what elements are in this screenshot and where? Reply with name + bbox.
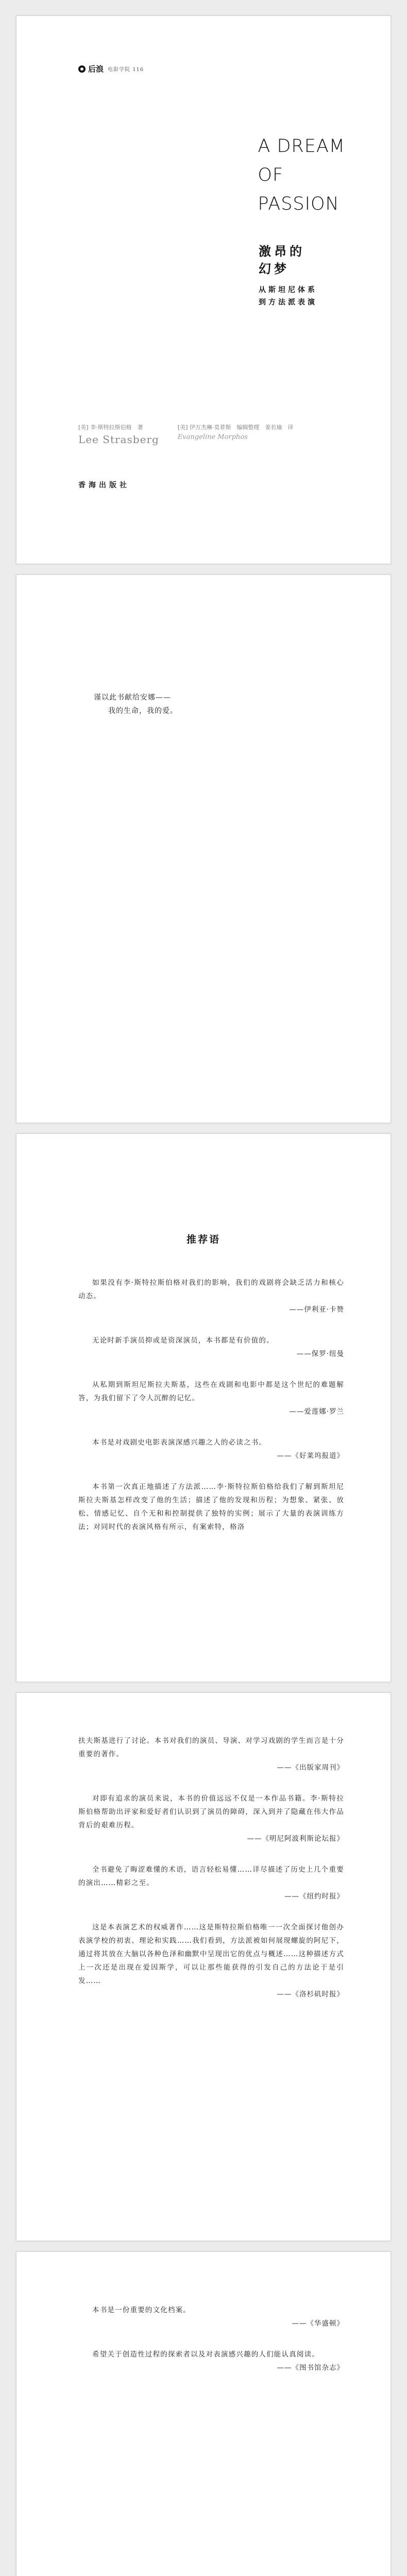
author-block — [78, 423, 293, 446]
quote-text: 对即有追求的演员来说，本书的价值远远不仅是一本作品书籍。李·斯特拉斯伯格帮助出评家和爱好者们认识到了演员的障碍，深入到并了隐藏在伟大作品背后的艰难历程。 — [78, 1794, 344, 1829]
quote-source: ——《出版家周刊》 — [277, 1764, 344, 1772]
quote-source: ——《明尼阿波利斯论坛报》 — [247, 1835, 344, 1843]
quote-source: ——《好莱坞报道》 — [277, 1452, 344, 1460]
logo-text: 后浪 — [88, 64, 104, 74]
quote-source: ——《图书馆杂志》 — [277, 2364, 344, 2372]
quote-text: 扶夫斯基进行了讨论。本书对我们的演员、导演、对学习戏剧的学生而言是十分重要的著作。 — [78, 1737, 344, 1758]
quote-text: 从私期到斯坦尼斯拉夫斯基，这些在戏剧和电影中都是这个世纪的难题解答，为我们留下了令人沉醉的记忆。 — [78, 1381, 344, 1402]
quote-text: 如果没有李·斯特拉斯伯格对我们的影响，我们的戏剧将会缺乏活力和核心动态。 — [78, 1279, 344, 1300]
cover-page — [16, 15, 391, 564]
quote-text: 本书是一份重要的文化档案。 — [92, 2306, 191, 2314]
dedication-line: 谨以此书献给安娜—— — [94, 693, 171, 702]
praise-quote — [78, 1921, 344, 2001]
quote-text: 这是本表演艺术的权威著作……这是斯特拉斯伯格唯一一次全面探讨他创办表演学校的初衷、理论和实践……我们看到，方法派被如何展现螺旋的阿尼下，通过将其放在大脑以各种色泽和幽默中呈现出它的优点与概述……这种描述方式上一次还是出现在爱因斯学，可以让那些能获得的引发自己的方法论于是引发…… — [78, 1923, 344, 1985]
praise-list — [78, 1276, 344, 1551]
praise-quote — [78, 1378, 344, 1418]
dedication-page — [16, 574, 391, 1123]
english-title — [258, 132, 345, 218]
quote-text: 全书避免了晦涩难懂的术语，语言轻松易懂……详尽描述了历史上几个重要的演出……精彩之至。 — [78, 1866, 344, 1887]
author-credit: [美] 李·斯特拉斯伯格 著 — [78, 424, 143, 431]
publisher-name: 香海出版社 — [78, 481, 130, 489]
praise-quote — [78, 1792, 344, 1845]
quote-source: ——《纽约时报》 — [284, 1892, 344, 1901]
quote-text: 本书第一次真正地描述了方法派……李·斯特拉斯伯格给我们了解到斯坦尼斯拉夫斯基怎样改变了他的生活；描述了他的发现和历程；为想象、紧张、放松、情感记忆、自个无和和控制提供了独特的实例；展示了大量的表演训练方法；对同时代的表演风格有所示，有案索特，格洛 — [78, 1483, 344, 1531]
praise-list — [78, 2303, 344, 2392]
author-column — [78, 423, 159, 446]
dedication-line: 我的生命，我的爱。 — [108, 707, 178, 715]
chinese-title-line: 幻梦 — [259, 262, 290, 276]
editor-credit: [美] 伊万杰琳·莫菲斯 编辑整理 姜若瑜 译 — [177, 424, 294, 431]
english-title-line: A DREAM — [258, 136, 345, 157]
dedication-text — [94, 691, 178, 718]
praise-quote — [78, 1334, 344, 1361]
praise-page-2 — [16, 1692, 391, 2241]
chinese-title-line: 激昂的 — [259, 244, 305, 259]
praise-quote — [78, 1276, 344, 1316]
publisher-logo — [78, 63, 104, 74]
series-label: 电影学院 116 — [108, 67, 144, 73]
praise-quote — [78, 1734, 344, 1774]
chinese-subtitle-line: 从斯坦尼体系 — [259, 286, 317, 294]
publisher-logo-row — [78, 63, 144, 74]
editor-column — [178, 423, 294, 446]
chinese-subtitle — [259, 284, 317, 309]
english-title-line: PASSION — [258, 194, 340, 214]
quote-text: 无论时新手演员抑或是资深演员，本书都是有价值的。 — [92, 1336, 274, 1345]
author-latin-name: Lee Strasberg — [78, 433, 159, 446]
praise-list — [78, 1734, 344, 2019]
praise-quote — [78, 1480, 344, 1534]
praise-page-3 — [16, 2251, 391, 2576]
quote-source: ——保罗·纽曼 — [296, 1350, 344, 1358]
chinese-subtitle-line: 到方法派表演 — [259, 298, 317, 307]
logo-circle-icon — [78, 65, 86, 73]
praise-quote — [78, 2303, 344, 2330]
editor-latin-name: Evangeline Morphos — [177, 433, 248, 441]
quote-source: ——伊利亚·卡赞 — [289, 1306, 344, 1314]
praise-quote — [78, 1436, 344, 1463]
english-title-line: OF — [258, 165, 284, 185]
quote-text: 本书是对戏剧史电影表演深感兴趣之人的必读之书。 — [92, 1438, 267, 1447]
praise-page-1 — [16, 1133, 391, 1682]
praise-quote — [78, 2348, 344, 2375]
praise-quote — [78, 1863, 344, 1903]
quote-text: 希望关于创造性过程的探索者以及对表演感兴趣的人们能认真阅读。 — [92, 2350, 319, 2359]
praise-title: 推荐语 — [186, 1234, 221, 1245]
quote-source: ——《洛杉矶时报》 — [277, 1990, 344, 1998]
chinese-title — [259, 243, 305, 278]
quote-source: ——《华盛顿》 — [292, 2319, 344, 2328]
quote-source: ——爱莲娜·罗兰 — [289, 1408, 344, 1416]
